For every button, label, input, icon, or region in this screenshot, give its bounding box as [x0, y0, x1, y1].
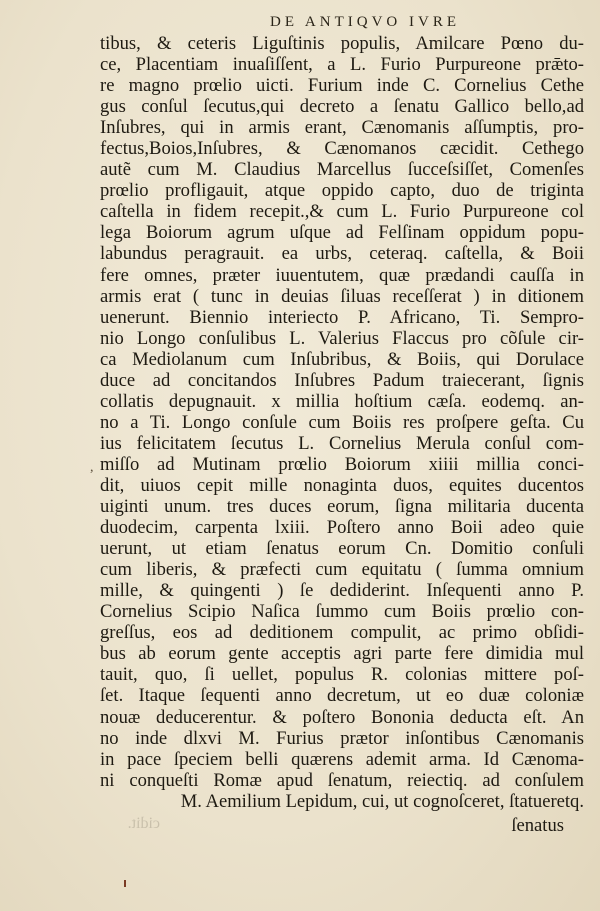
text-line: fectus,Boios,Inſubres, & Cænomanos cæcidit. Cethego — [100, 138, 584, 160]
body-text — [100, 33, 584, 812]
text-line: bus ab eorum gente acceptis agri parte fere dimidia mul — [100, 643, 584, 665]
text-line: duce ad concitandos Inſubres Padum traiecerant, ſignis — [100, 369, 584, 391]
text-line: fere omnes, præter iuuentutem, quæ prædandi cauſſa in — [100, 264, 584, 286]
running-head: DE ANTIQVO IVRE — [270, 14, 460, 30]
text-line: ni conqueſti Romæ apud ſenatum, reiectiq. ad conſulem — [100, 769, 584, 791]
text-line: dit, uiuos cepit mille nonaginta duos, equites ducentos — [100, 474, 584, 496]
text-line: nouæ deducerentur. & poſtero Bononia deducta eſt. An — [100, 706, 584, 728]
text-line: gus conſul ſecutus,qui decreto a ſenatu Gallico bello,ad — [100, 96, 584, 118]
text-line: M. Aemilium Lepidum, cui, ut cognoſceret, ſtatueretq. — [180, 790, 584, 812]
text-line: caſtella in fidem recepit.,& cum L. Furio Purpureone col — [100, 201, 584, 223]
text-line: ius felicitatem ſecutus L. Cornelius Merula conſul com- — [100, 432, 584, 454]
catchword: ſenatus — [511, 815, 564, 836]
text-line: cum liberis, & præfecti cum equitatu ( ſumma omnium — [100, 559, 584, 581]
text-line: collatis depugnauit. x millia hoſtium cæſa. eodemq. an- — [100, 390, 584, 412]
text-line: Cornelius Scipio Naſica ſummo cum Boiis prœlio con- — [100, 601, 584, 623]
show-through-bleed: cidit. — [127, 815, 160, 832]
text-line: uerunt, ut etiam ſenatus eorum Cn. Domitio conſuli — [100, 538, 584, 560]
text-line: lega Boiorum agrum uſque ad Felſinam oppidum popu- — [100, 222, 584, 244]
text-line: tibus, & ceteris Liguſtinis populis, Amilcare Pœno du- — [100, 33, 584, 54]
text-line: Inſubres, qui in armis erant, Cænomanis aſſumptis, pro- — [100, 117, 584, 139]
text-line: ce, Placentiam inuaſiſſent, a L. Furio Purpureone prǣto- — [100, 54, 584, 76]
text-line: greſſus, eos ad deditionem compulit, ac primo obſidi- — [100, 622, 584, 644]
text-line: prœlio profligauit, atque oppido capto, duo de triginta — [100, 180, 584, 202]
text-line: nio Longo conſulibus L. Valerius Flaccus pro cõſule cir- — [100, 327, 584, 349]
margin-mark: , — [90, 460, 94, 475]
text-line: in pace ſpeciem belli quærens ademit arma. Id Cænoma- — [100, 748, 584, 770]
text-line: uenerunt. Biennio interiecto P. Africano, Ti. Sempro- — [100, 306, 584, 328]
text-line: mille, & quingenti ) ſe dediderint. Inſequenti anno P. — [100, 580, 584, 602]
text-line: no a Ti. Longo conſule cum Boiis res proſpere geſta. Cu — [100, 411, 584, 433]
text-line: armis erat ( tunc in deuias ſiluas receſſerat ) in ditionem — [100, 285, 584, 307]
text-line: duodecim, carpenta lxiii. Poſtero anno Boii adeo quie — [100, 517, 584, 539]
text-line: miſſo ad Mutinam prœlio Boiorum xiiii millia conci- — [100, 453, 584, 475]
text-line: tauit, quo, ſi uellet, populus R. colonias mittere poſ- — [100, 664, 584, 686]
text-line: re magno prœlio uicti. Furium inde C. Cornelius Cethe — [100, 75, 584, 97]
text-line: ſet. Itaque ſequenti anno decretum, ut eo duæ coloniæ — [100, 685, 584, 707]
text-line: autẽ cum M. Claudius Marcellus ſucceſsiſſet, Comenſes — [100, 159, 584, 181]
text-line: ca Mediolanum cum Inſubribus, & Boiis, qui Dorulace — [100, 348, 584, 370]
text-line: no inde dlxvi M. Furius prætor inſontibus Cænomanis — [100, 727, 584, 749]
text-line: uiginti unum. tres duces eorum, ſigna militaria ducenta — [100, 496, 584, 518]
paper-speck — [124, 880, 126, 887]
text-line: labundus peragrauit. ea urbs, ceteraq. caſtella, & Boii — [100, 243, 584, 265]
